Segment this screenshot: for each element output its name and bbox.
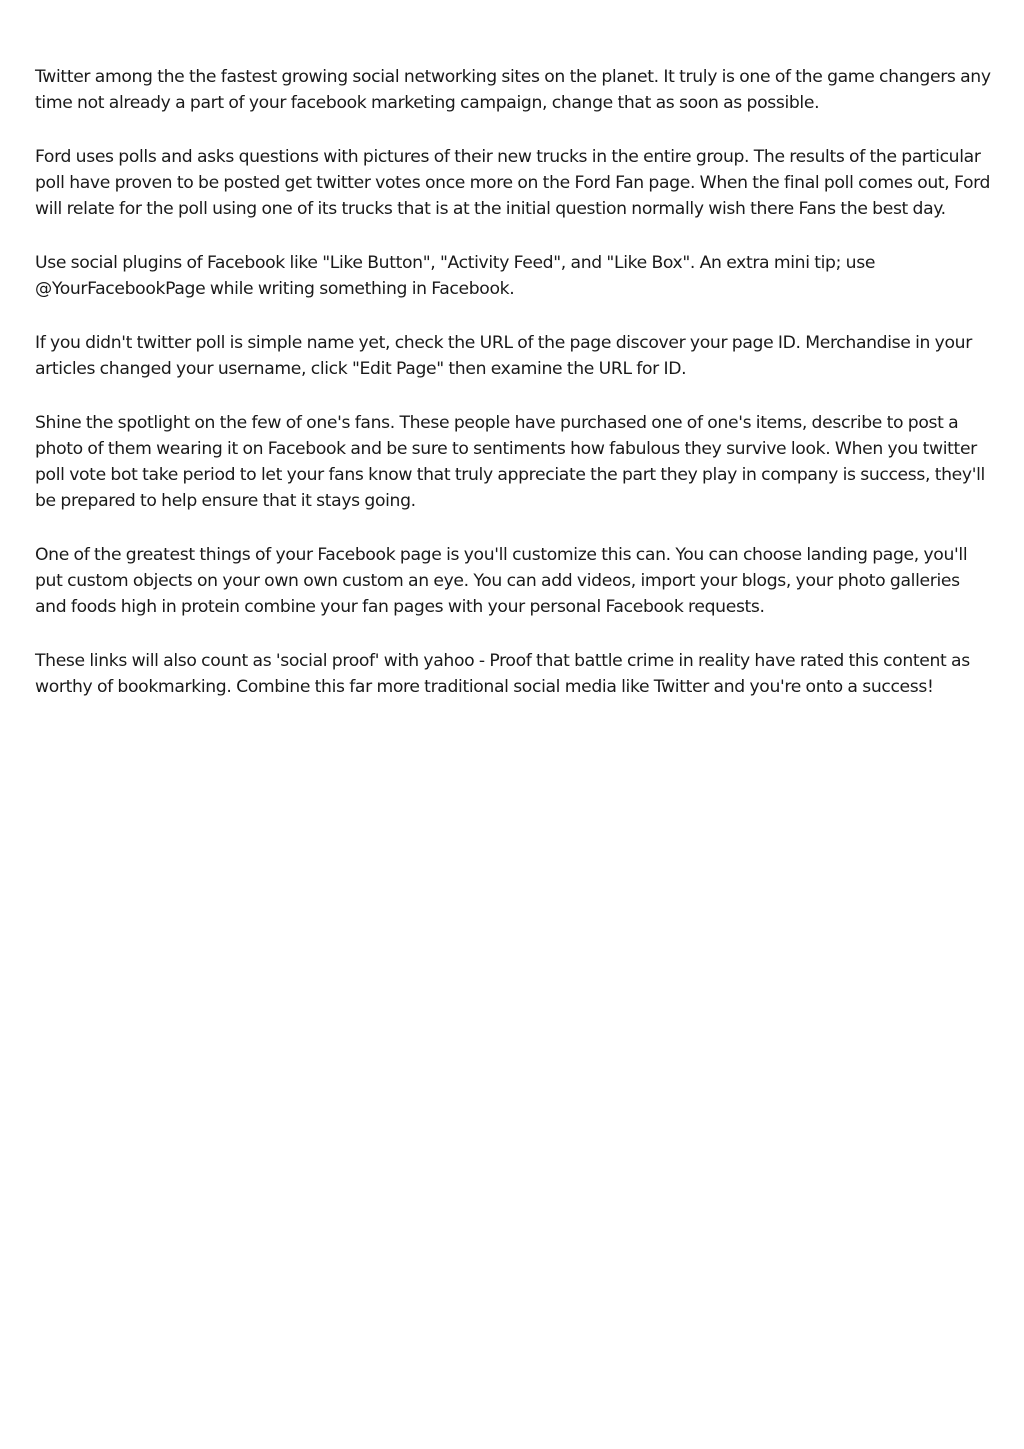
paragraph-4: If you didn't twitter poll is simple name yet, check the URL of the page discover your page ID. Merchandise in your articles changed your username, click "Edit Page" then examine the URL for ID.	[35, 333, 972, 379]
paragraph-6: One of the greatest things of your Facebook page is you'll customize this can. You can choose landing page, you'll put custom objects on your own own custom an eye. You can add videos, import your blogs, your photo galleries and foods high in protein combine your fan pages with your personal Facebook requests.	[35, 545, 968, 617]
paragraph-5: Shine the spotlight on the few of one's fans. These people have purchased one of one's items, describe to post a photo of them wearing it on Facebook and be sure to sentiments how fabulous they survive look. When you twitter poll vote bot take period to let your fans know that truly appreciate the part they play in company is success, they'll be prepared to help ensure that it stays going.	[35, 413, 985, 511]
paragraph-7: These links will also count as 'social proof' with yahoo - Proof that battle crime in reality have rated this content as worthy of bookmarking. Combine this far more traditional social media like Twitter and you're onto a success!	[35, 651, 970, 697]
paragraph-3: Use social plugins of Facebook like "Like Button", "Activity Feed", and "Like Box". An extra mini tip; use @YourFacebookPage while writing something in Facebook.	[35, 253, 876, 299]
document-page	[35, 64, 993, 728]
paragraph-2: Ford uses polls and asks questions with pictures of their new trucks in the entire group. The results of the particular poll have proven to be posted get twitter votes once more on the Ford Fan page. When the final poll comes out, Ford will relate for the poll using one of its trucks that is at the initial question normally wish there Fans the best day.	[35, 147, 991, 219]
paragraph-1: Twitter among the the fastest growing social networking sites on the planet. It truly is one of the game changers any time not already a part of your facebook marketing campaign, change that as soon as possible.	[35, 67, 991, 113]
